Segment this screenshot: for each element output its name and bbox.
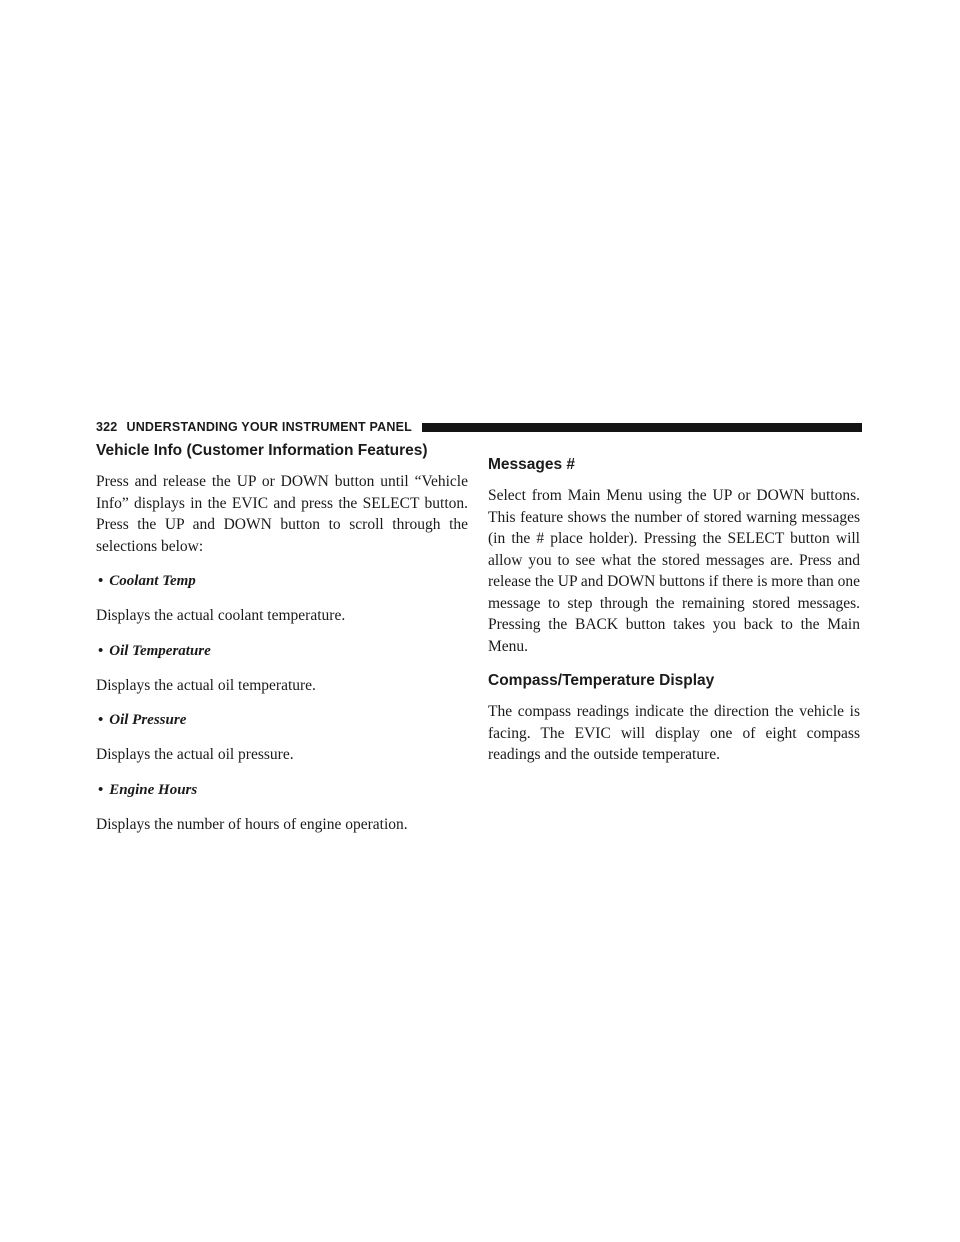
- left-column: [96, 441, 468, 849]
- oil-temperature-desc: Displays the actual oil temperature.: [96, 676, 316, 694]
- compass-paragraph: The compass readings indicate the direction the vehicle is facing. The EVIC will display one of eight compass readings and the outside temperature.: [488, 703, 860, 763]
- bullet-label: Coolant Temp: [109, 573, 196, 589]
- bullet-engine-hours: [98, 780, 468, 800]
- vehicle-info-intro: Press and release the UP or DOWN button until “Vehicle Info” displays in the EVIC and press the SELECT button. Press the UP and DOWN button to scroll through the selections below:: [96, 473, 468, 555]
- oil-pressure-desc: Displays the actual oil pressure.: [96, 746, 294, 763]
- compass-heading: Compass/Temperature Display: [488, 672, 715, 689]
- bullet-label: Oil Pressure: [109, 712, 187, 728]
- bullet-oil-pressure: [98, 710, 468, 730]
- bullet-icon: •: [98, 712, 104, 728]
- header-rule: [422, 423, 862, 432]
- messages-heading: Messages #: [488, 456, 576, 473]
- page-number: 322: [96, 420, 118, 434]
- vehicle-info-heading: Vehicle Info (Customer Information Features): [96, 442, 428, 459]
- bullet-oil-temperature: [98, 641, 468, 661]
- right-column: [488, 441, 860, 780]
- bullet-coolant-temp: [98, 571, 468, 591]
- page-header: [96, 418, 862, 436]
- bullet-icon: •: [98, 573, 104, 589]
- bullet-label: Oil Temperature: [109, 642, 211, 659]
- bullet-icon: •: [98, 781, 104, 798]
- header-title: UNDERSTANDING YOUR INSTRUMENT PANEL: [126, 420, 412, 434]
- coolant-temp-desc: Displays the actual coolant temperature.: [96, 607, 346, 624]
- engine-hours-desc: Displays the number of hours of engine operation.: [96, 815, 408, 833]
- bullet-label: Engine Hours: [109, 781, 198, 798]
- bullet-icon: •: [98, 642, 104, 659]
- messages-paragraph: Select from Main Menu using the UP or DOWN buttons. This feature shows the number of stored warning messages (in the # place holder). Pressing the SELECT button will allow you to see what the stored messages are. Press and release the UP and DOWN buttons if there is more than one message to step through the remaining stored messages. Pressing the BACK button takes you back to the Main Menu.: [488, 487, 860, 655]
